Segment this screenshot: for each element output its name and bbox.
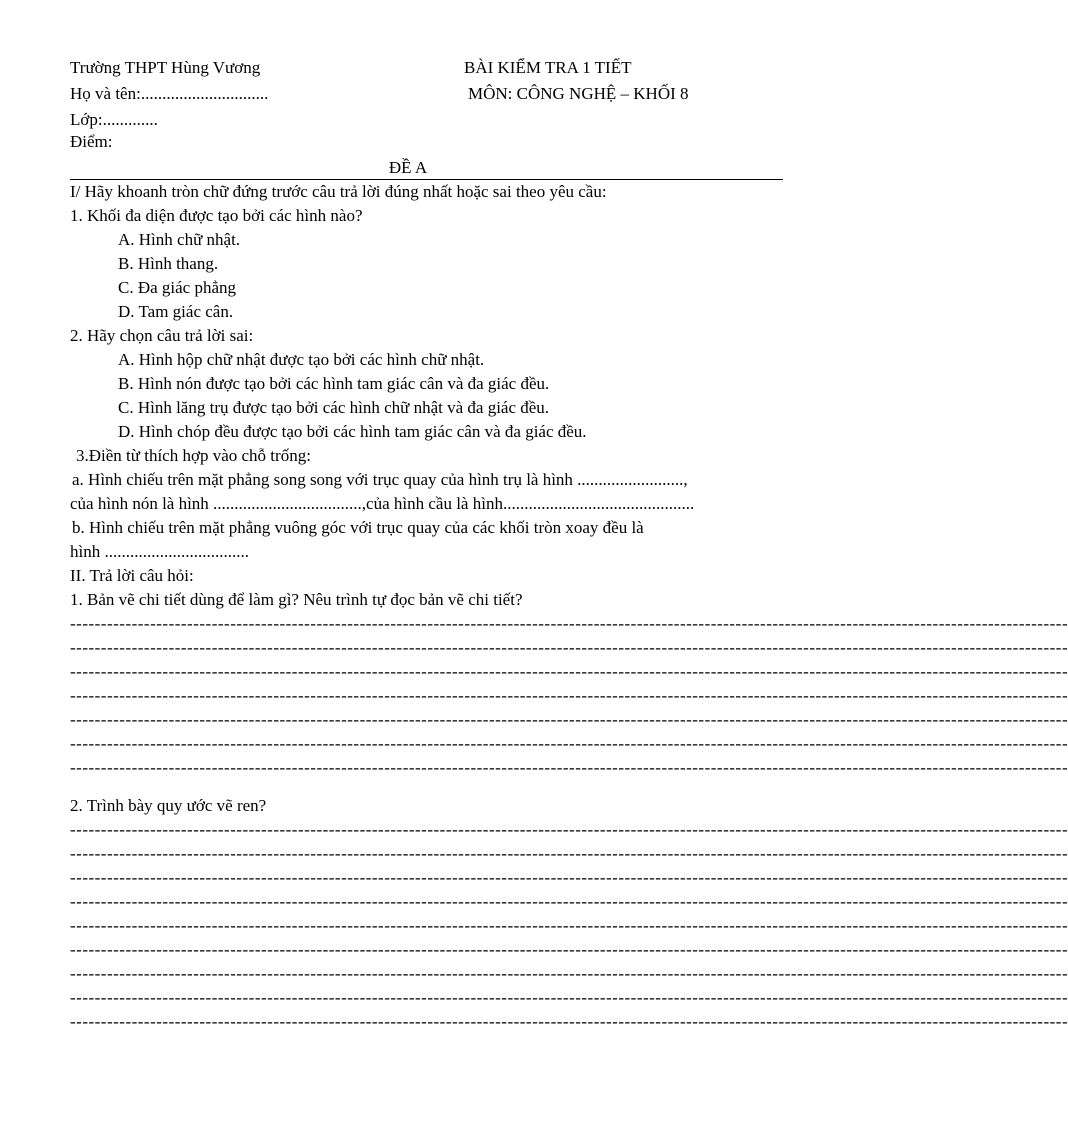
school-name: Trường THPT Hùng Vương xyxy=(70,58,261,77)
q2-option-c: C. Hình lăng trụ được tạo bởi các hình chữ nhật và đa giác đều. xyxy=(118,398,550,417)
question-1: 1. Khối đa diện được tạo bởi các hình nào? xyxy=(70,206,363,225)
answer-line: ------------------------------------------------------------------------------------------------------------------------------------------------------------------ xyxy=(70,1012,1068,1031)
q1-option-d: D. Tam giác cân. xyxy=(118,302,234,321)
q1-option-b: B. Hình thang. xyxy=(118,254,219,273)
subject-label: MÔN: CÔNG NGHỆ – KHỐI 8 xyxy=(468,84,689,103)
exam-version-title: ĐỀ A xyxy=(388,158,428,177)
section2-question-1: 1. Bản vẽ chi tiết dùng để làm gì? Nêu trình tự đọc bản vẽ chi tiết? xyxy=(70,590,523,609)
answer-line: ------------------------------------------------------------------------------------------------------------------------------------------------------------------ xyxy=(70,662,1068,681)
answer-line: ------------------------------------------------------------------------------------------------------------------------------------------------------------------ xyxy=(70,686,1068,705)
q3-part-b-line2: hình .................................. xyxy=(70,542,249,561)
q3-part-b-line1: b. Hình chiếu trên mặt phẳng vuông góc với trục quay của các khối tròn xoay đều là xyxy=(72,518,644,537)
exam-body xyxy=(70,180,1068,1034)
answer-line: ------------------------------------------------------------------------------------------------------------------------------------------------------------------ xyxy=(70,916,1068,935)
student-name-field: Họ và tên:.............................. xyxy=(70,84,269,103)
answer-line: ------------------------------------------------------------------------------------------------------------------------------------------------------------------ xyxy=(70,614,1068,633)
exam-title: BÀI KIỂM TRA 1 TIẾT xyxy=(464,58,632,77)
question-2: 2. Hãy chọn câu trả lời sai: xyxy=(70,326,254,345)
exam-header xyxy=(70,56,750,152)
question-3: 3.Điền từ thích hợp vào chỗ trống: xyxy=(76,446,311,465)
section1-heading: I/ Hãy khoanh tròn chữ đứng trước câu trả lời đúng nhất hoặc sai theo yêu cầu: xyxy=(70,182,607,201)
score-field: Điểm: xyxy=(70,132,113,151)
answer-line: ------------------------------------------------------------------------------------------------------------------------------------------------------------------ xyxy=(70,868,1068,887)
q2-option-b: B. Hình nón được tạo bởi các hình tam giác cân và đa giác đều. xyxy=(118,374,550,393)
section2-heading: II. Trả lời câu hỏi: xyxy=(70,566,194,585)
class-field: Lớp:............. xyxy=(70,110,158,129)
q2-option-a: A. Hình hộp chữ nhật được tạo bởi các hình chữ nhật. xyxy=(118,350,485,369)
q3-part-a-line1: a. Hình chiếu trên mặt phẳng song song với trục quay của hình trụ là hình ........................., xyxy=(72,470,688,489)
answer-line: ------------------------------------------------------------------------------------------------------------------------------------------------------------------ xyxy=(70,820,1068,839)
answer-line: ------------------------------------------------------------------------------------------------------------------------------------------------------------------ xyxy=(70,940,1068,959)
answer-line: ------------------------------------------------------------------------------------------------------------------------------------------------------------------ xyxy=(70,844,1068,863)
answer-line: ------------------------------------------------------------------------------------------------------------------------------------------------------------------ xyxy=(70,988,1068,1007)
q3-part-a-line2: của hình nón là hình ...................................,của hình cầu là hình............................................. xyxy=(70,494,695,513)
q2-option-d: D. Hình chóp đều được tạo bởi các hình tam giác cân và đa giác đều. xyxy=(118,422,587,441)
answer-line: ------------------------------------------------------------------------------------------------------------------------------------------------------------------ xyxy=(70,758,1068,777)
answer-line: ------------------------------------------------------------------------------------------------------------------------------------------------------------------ xyxy=(70,892,1068,911)
answer-line: ------------------------------------------------------------------------------------------------------------------------------------------------------------------ xyxy=(70,964,1068,983)
q1-option-a: A. Hình chữ nhật. xyxy=(118,230,241,249)
answer-line: ------------------------------------------------------------------------------------------------------------------------------------------------------------------ xyxy=(70,638,1068,657)
answer-line: ------------------------------------------------------------------------------------------------------------------------------------------------------------------ xyxy=(70,710,1068,729)
section2-question-2: 2. Trình bày quy ước vẽ ren? xyxy=(70,796,267,815)
q1-option-c: C. Đa giác phẳng xyxy=(118,278,237,297)
answer-line: ------------------------------------------------------------------------------------------------------------------------------------------------------------------ xyxy=(70,734,1068,753)
